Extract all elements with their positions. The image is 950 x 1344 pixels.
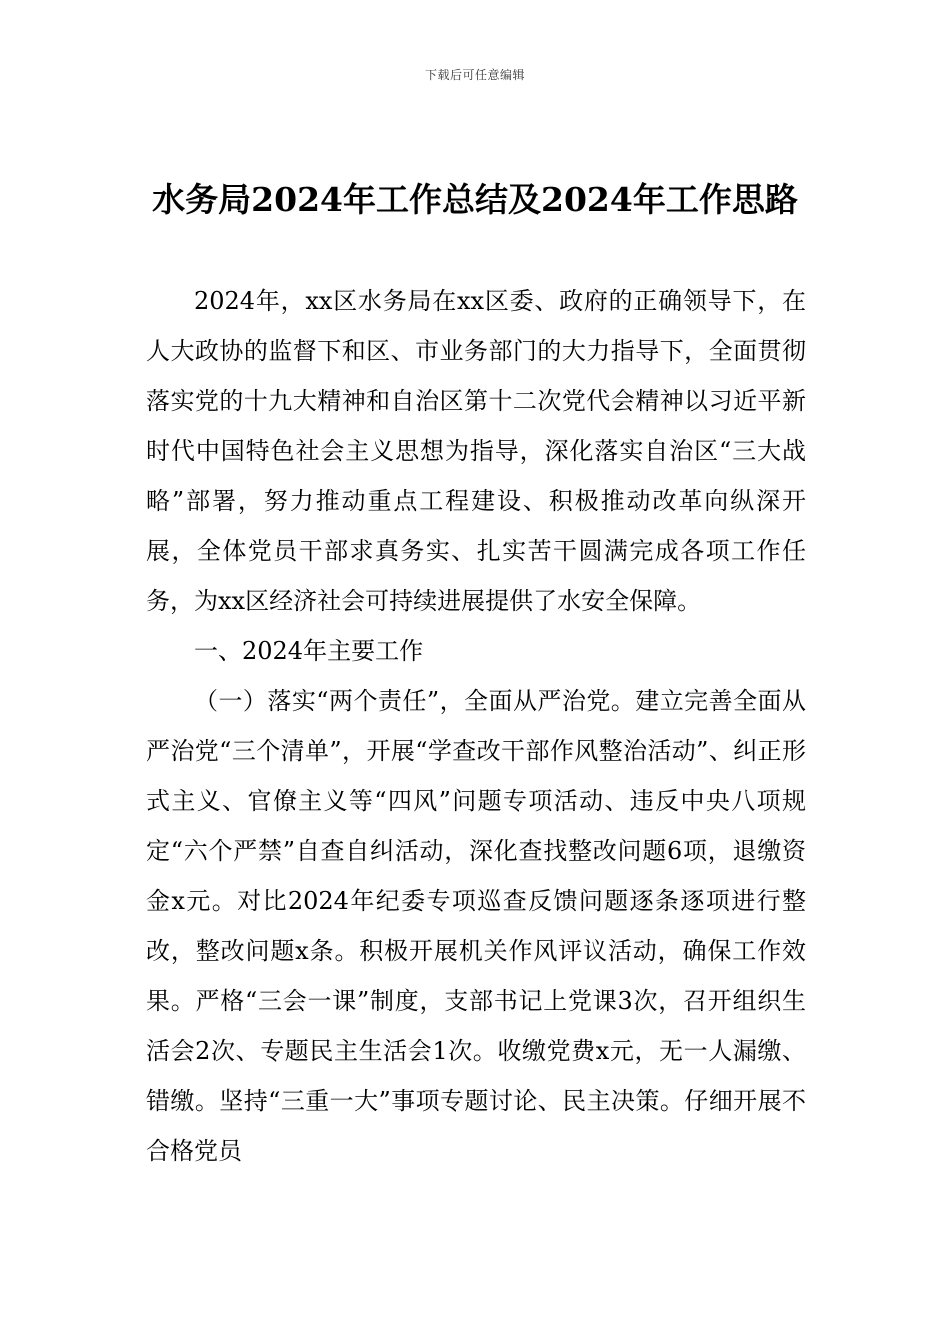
paragraph-party-building: （一）落实“两个责任”，全面从严治党。建立完善全面从严治党“三个清单”，开展“学查改干部作风整治活动”、纠正形式主义、官僚主义等“四风”问题专项活动、违反中央八项规定“六个严禁”自查自纠活动，深化查找整改问题6项，退缴资金x元。对比2024年纪委专项巡查反馈问题逐条逐项进行整改，整改问题x条。积极开展机关作风评议活动，确保工作效果。严格“三会一课”制度，支部书记上党课3次，召开组织生活会2次、专题民主生活会1次。收缴党费x元，无一人漏缴、错缴。坚持“三重一大”事项专题讨论、民主决策。仔细开展不合格党员 — [146, 687, 806, 1165]
document-body — [146, 276, 806, 1176]
header-note: 下载后可任意编辑 — [424, 68, 525, 82]
document-title: 水务局2024年工作总结及2024年工作思路 — [152, 180, 798, 219]
paragraph-intro: 2024年，xx区水务局在xx区委、政府的正确领导下，在人大政协的监督下和区、市业务部门的大力指导下，全面贯彻落实党的十九大精神和自治区第十二次党代会精神以习近平新时代中国特色社会主义思想为指导，深化落实自治区“三大战略”部署，努力推动重点工程建设、积极推动改革向纵深开展，全体党员干部求真务实、扎实苦干圆满完成各项工作任务，为xx区经济社会可持续进展提供了水安全保障。 — [146, 287, 806, 615]
section-heading: 一、2024年主要工作 — [194, 637, 424, 665]
